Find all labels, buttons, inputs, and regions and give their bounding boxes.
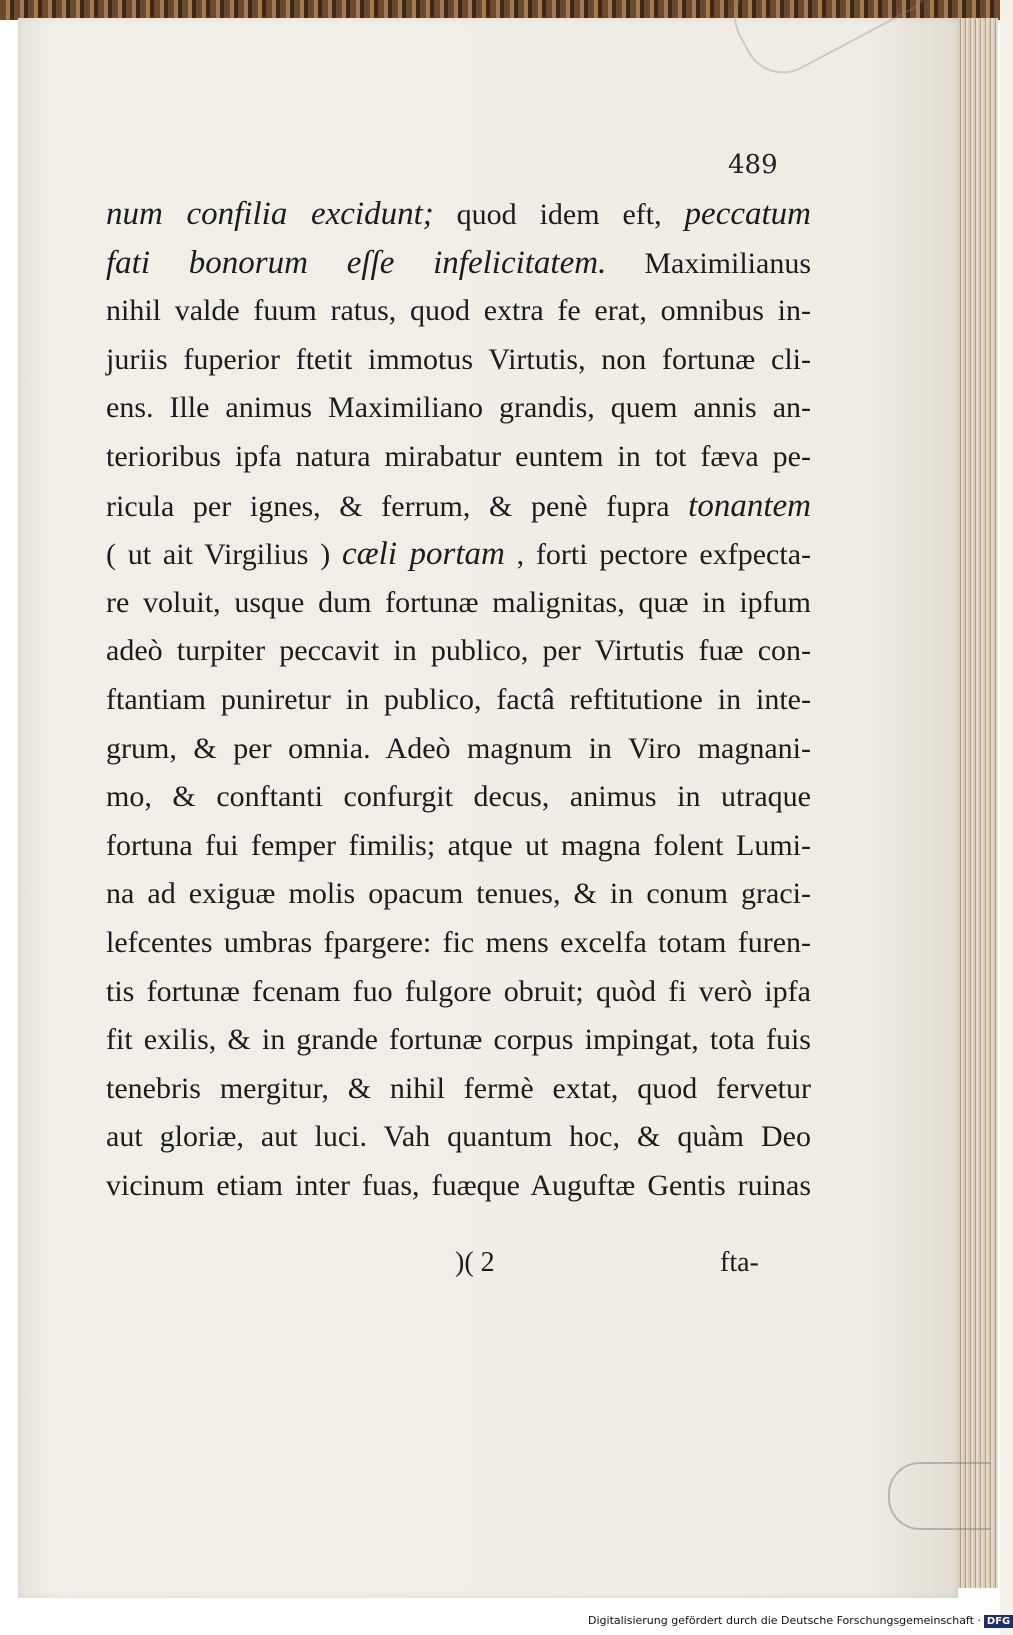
text-line xyxy=(106,1162,811,1211)
text-line xyxy=(106,870,811,919)
text-line xyxy=(106,287,811,336)
text-line xyxy=(106,530,811,579)
text-line xyxy=(106,1016,811,1065)
text-run: terioribus ipfa natura mirabatur euntem in tot fæva pe- xyxy=(106,439,811,473)
text-line xyxy=(106,482,811,531)
italic-phrase: tonantem xyxy=(688,487,811,524)
text-line xyxy=(106,676,811,725)
text-run: vicinum etiam inter fuas, fuæque Auguftæ Gentis ruinas xyxy=(106,1168,811,1202)
text-line xyxy=(106,239,811,288)
text-line xyxy=(106,968,811,1017)
italic-phrase: cæli portam xyxy=(342,536,505,573)
text-line xyxy=(106,822,811,871)
text-line xyxy=(106,190,811,239)
text-run: lefcentes umbras fpargere: fic mens excelfa totam furen- xyxy=(106,925,811,959)
page-number: 489 xyxy=(728,150,778,180)
italic-phrase: fati bonorum eſſe infelicitatem. xyxy=(106,244,607,281)
text-run: ftantiam puniretur in publico, factâ reftitutione in inte- xyxy=(106,682,811,716)
italic-phrase: peccatum xyxy=(684,196,811,232)
body-text xyxy=(106,190,811,1210)
text-run: Maximilianus xyxy=(606,246,812,280)
text-run: tis fortunæ fcenam fuo fulgore obruit; quòd fi verò ipfa xyxy=(106,974,811,1008)
text-line xyxy=(106,773,811,822)
text-run: fit exilis, & in grande fortunæ corpus impingat, tota fuis xyxy=(106,1023,811,1057)
text-run: na ad exiguæ molis opacum tenues, & in conum graci- xyxy=(106,877,811,911)
text-run: tenebris mergitur, & nihil fermè extat, quod fervetur xyxy=(106,1071,811,1105)
digitization-credit xyxy=(588,1614,1013,1628)
catchword: fta- xyxy=(720,1247,759,1278)
text-line xyxy=(106,1113,811,1162)
text-run: ricula per ignes, & ferrum, & penè fupra xyxy=(106,489,689,523)
text-line xyxy=(106,919,811,968)
binding-ornament xyxy=(0,0,1000,20)
text-run: fortuna fui femper fimilis; atque ut magna folent Lumi- xyxy=(106,828,811,862)
text-run: quod idem eft, xyxy=(433,198,685,231)
text-run: juriis fuperior ftetit immotus Virtutis, non fortunæ cli- xyxy=(106,342,811,376)
text-line xyxy=(106,433,811,482)
text-run: ens. Ille animus Maximiliano grandis, quem annis an- xyxy=(106,391,811,425)
dfg-logo: DFG xyxy=(984,1615,1013,1628)
text-run: mo, & conftanti confurgit decus, animus in utraque xyxy=(106,780,811,814)
text-run: ( ut ait Virgilius ) xyxy=(106,538,342,572)
text-line xyxy=(106,1065,811,1114)
text-run: re voluit, usque dum fortunæ malignitas, quæ in ipfum xyxy=(106,585,811,619)
text-run: grum, & per omnia. Adeò magnum in Viro magnani- xyxy=(106,731,811,765)
text-line xyxy=(106,725,811,774)
text-run: aut gloriæ, aut luci. Vah quantum hoc, & quàm Deo xyxy=(106,1120,811,1154)
text-run: , forti pectore exfpecta- xyxy=(504,538,811,572)
text-run: nihil valde fuum ratus, quod extra fe erat, omnibus in- xyxy=(106,294,811,328)
italic-phrase: num confilia excidunt; xyxy=(106,196,434,232)
text-line xyxy=(106,384,811,433)
text-line xyxy=(106,627,811,676)
text-line xyxy=(106,579,811,628)
text-run: adeò turpiter peccavit in publico, per Virtutis fuæ con- xyxy=(106,634,811,668)
page-edges xyxy=(958,18,998,1588)
signature-mark: )( 2 xyxy=(455,1247,495,1278)
text-line xyxy=(106,336,811,385)
credit-text: Digitalisierung gefördert durch die Deutsche Forschungsgemeinschaft · xyxy=(588,1614,981,1627)
